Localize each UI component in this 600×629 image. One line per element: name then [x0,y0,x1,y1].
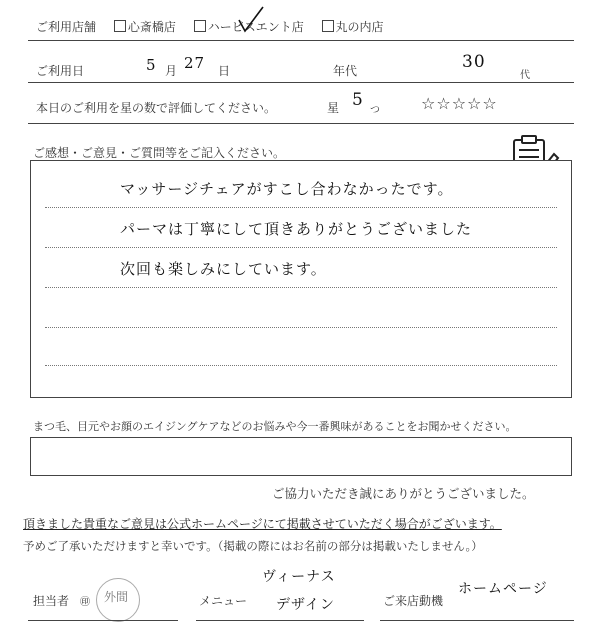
comment-line-3: 次回も楽しみにしています。 [120,260,327,278]
rating-value[interactable]: 5 [352,90,364,110]
staff-seal-text: 外間 [104,590,129,604]
ruled-line [45,207,557,208]
comments-heading: ご感想・ご意見・ご質問等をご記入ください。 [33,146,286,160]
divider [28,40,574,41]
visit-motive-label: ご来店動機 [383,594,444,608]
ruled-line [45,365,557,366]
divider [28,82,574,83]
day-unit: 日 [218,64,231,78]
checkbox-marunouchi[interactable] [322,20,334,32]
divider [28,123,574,124]
month-unit: 月 [165,64,178,78]
interests-heading: まつ毛、目元やお顔のエイジングケアなどのお悩みや今一番興味があることをお聞かせください。 [33,420,517,433]
ruled-line [45,247,557,248]
store-option-label: 心斎橋店 [127,20,176,34]
rating-unit: つ [370,105,380,116]
menu-label: メニュー [199,594,248,608]
menu-value-line-1[interactable]: ヴィーナス [262,569,336,585]
store-option-label: 丸の内店 [335,20,384,34]
age-label: 年代 [333,64,358,78]
menu-value-line-2[interactable]: デザイン [276,597,336,613]
rating-stars[interactable]: ☆☆☆☆☆ [421,94,498,113]
staff-label: 担当者 [33,594,70,608]
check-mark-icon [236,4,266,34]
store-option-shinsaibashi[interactable] [114,18,176,35]
divider [28,620,178,621]
publication-notice: 頂きました貴重なご意見は公式ホームページにて掲載させていただく場合がございます。 [23,517,502,531]
staff-seal [96,578,140,622]
age-value[interactable]: 30 [462,52,486,72]
ruled-line [45,287,557,288]
store-row [36,18,398,35]
checkbox-herbis[interactable] [194,20,206,32]
visit-motive-value[interactable]: ホームページ [458,581,548,597]
rating-star-label: 星 [327,101,340,115]
rating-question: 本日のご利用を星の数で評価してください。 [36,101,277,115]
day-value[interactable]: 27 [184,54,206,72]
store-label: ご利用店舗 [36,20,97,34]
date-label: ご利用日 [36,64,85,78]
age-unit: 代 [520,70,530,81]
interests-box[interactable] [30,437,572,476]
store-option-marunouchi[interactable] [322,18,384,35]
publication-disclaimer: 予めご了承いただけますと幸いです。（掲載の際にはお名前の部分は掲載いたしません。） [23,539,483,553]
divider [196,620,364,621]
divider [380,620,574,621]
store-option-label: ハービスエント店 [207,20,304,34]
checkbox-shinsaibashi[interactable] [114,20,126,32]
thanks-message: ご協力いただき誠にありがとうございました。 [272,486,535,501]
comment-line-2: パーマは丁寧にして頂きありがとうございました [120,220,473,238]
month-value[interactable]: 5 [146,56,157,74]
staff-seal-mark: ㊞ [80,597,90,608]
comment-line-1: マッサージチェアがすこし合わなかったです。 [120,180,454,198]
ruled-line [45,327,557,328]
